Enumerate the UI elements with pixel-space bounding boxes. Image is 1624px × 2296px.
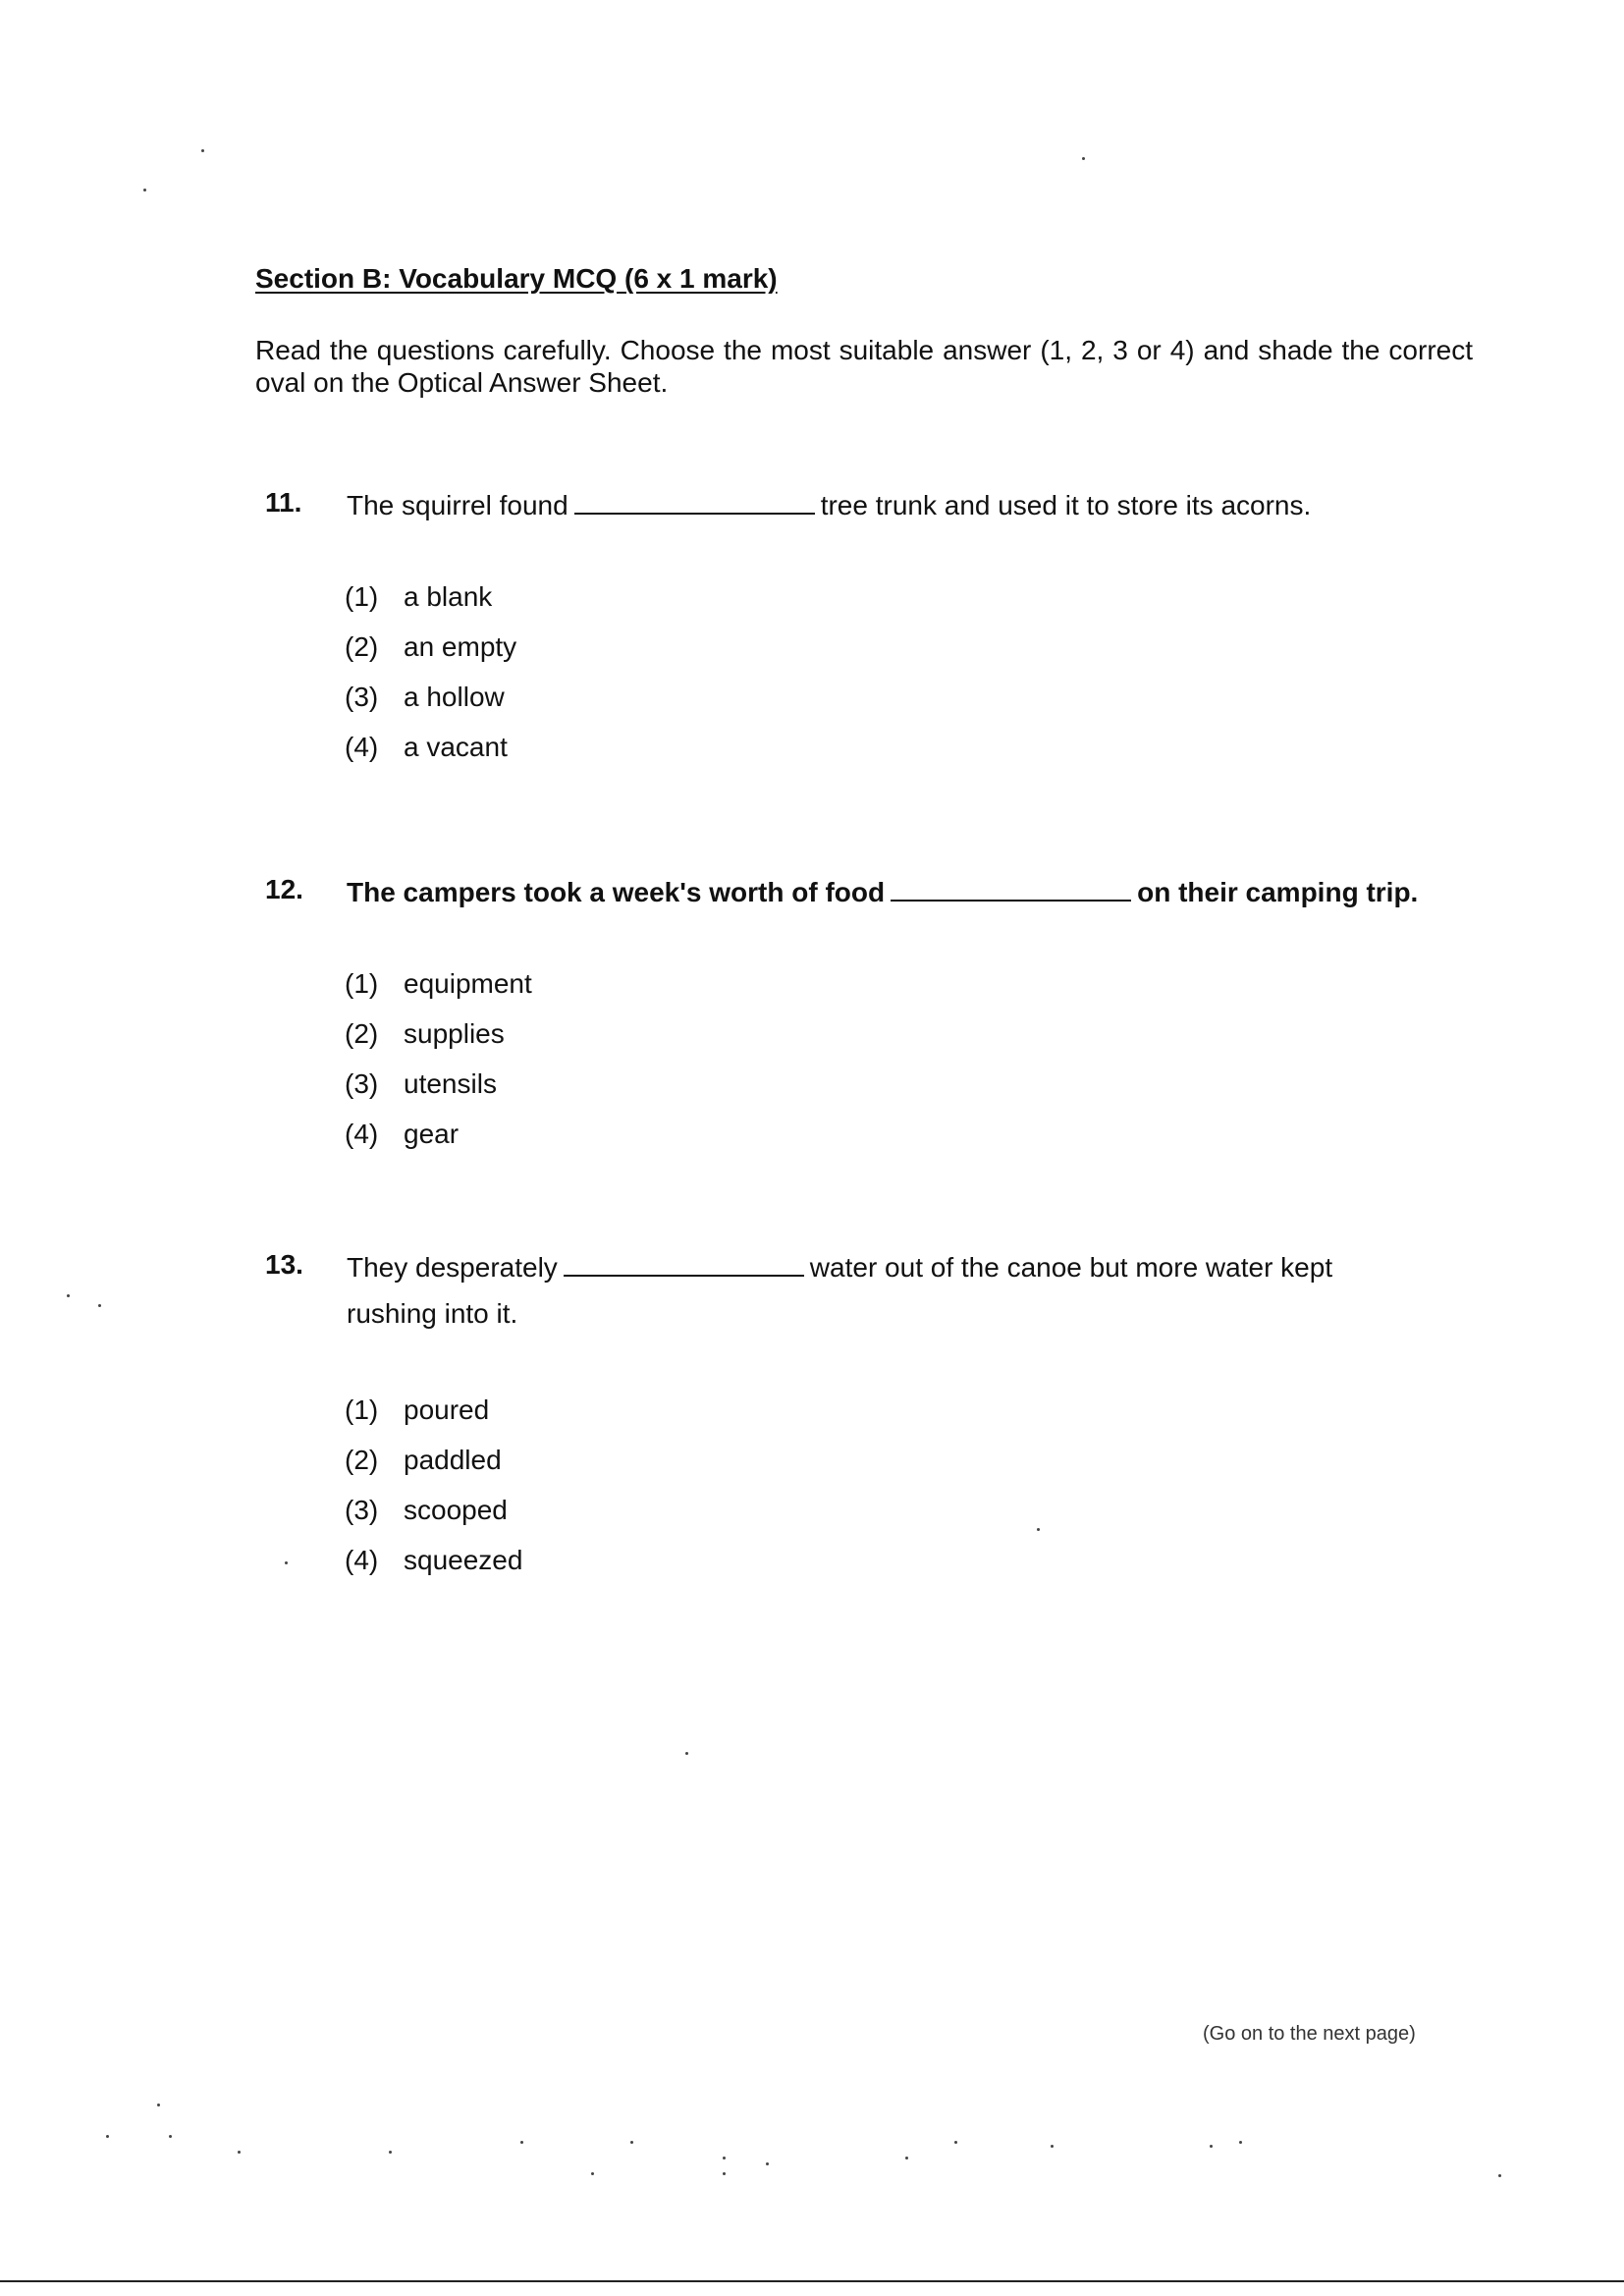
scan-speck — [238, 2151, 241, 2154]
scan-speck — [106, 2135, 109, 2138]
option-4 — [345, 1545, 522, 1595]
scan-speck — [520, 2141, 523, 2144]
question-text — [347, 481, 1311, 530]
option-3 — [345, 1068, 532, 1119]
option-number: (3) — [345, 1495, 379, 1525]
scan-speck — [201, 149, 204, 152]
scan-speck — [157, 2104, 160, 2106]
scan-speck — [723, 2172, 726, 2175]
option-number: (1) — [345, 581, 379, 612]
option-number: (1) — [345, 1394, 379, 1425]
question-stem — [260, 874, 1419, 913]
option-text: equipment — [404, 968, 532, 999]
question-text-before: The squirrel found — [347, 490, 568, 520]
question-text-after: on their camping trip. — [1137, 877, 1419, 907]
option-2 — [345, 1018, 532, 1068]
scan-speck — [1239, 2141, 1242, 2144]
scan-speck — [143, 189, 146, 191]
scan-speck — [98, 1304, 101, 1307]
scan-speck — [389, 2151, 392, 2154]
question-text-before: They desperately — [347, 1252, 558, 1283]
answer-blank — [891, 878, 1131, 902]
option-2 — [345, 631, 516, 682]
scan-speck — [630, 2141, 633, 2144]
question-11 — [260, 487, 1419, 762]
option-4 — [345, 1119, 532, 1169]
option-number: (2) — [345, 1445, 379, 1475]
scan-speck — [1082, 157, 1085, 160]
question-number: 13. — [265, 1249, 303, 1280]
option-number: (3) — [345, 682, 379, 712]
scan-speck — [591, 2172, 594, 2175]
option-1 — [345, 581, 516, 631]
scan-speck — [1498, 2174, 1501, 2177]
option-text: paddled — [404, 1445, 502, 1475]
option-1 — [345, 1394, 522, 1445]
option-text: gear — [404, 1119, 460, 1149]
section-title: Section B: Vocabulary MCQ (6 x 1 mark) — [255, 263, 778, 294]
scan-speck — [723, 2157, 726, 2159]
answer-blank — [574, 491, 815, 515]
scan-speck — [766, 2162, 769, 2165]
question-text — [347, 1243, 1332, 1292]
option-text: an empty — [404, 631, 517, 662]
option-4 — [345, 732, 516, 782]
option-text: squeezed — [404, 1545, 523, 1575]
scan-speck — [954, 2141, 957, 2144]
scan-speck — [905, 2157, 908, 2159]
option-number: (2) — [345, 1018, 379, 1049]
scan-speck — [1051, 2145, 1054, 2148]
instructions-text: Read the questions carefully. Choose the most suitable answer (1, 2, 3 or 4) and shade the correct oval on the Optical Answer Sheet. — [255, 335, 1473, 398]
question-text-after: water out of the canoe but more water kept — [809, 1252, 1333, 1283]
option-text: a vacant — [404, 732, 508, 762]
option-number: (1) — [345, 968, 379, 999]
scan-speck — [67, 1294, 70, 1297]
footer-note: (Go on to the next page) — [1203, 2023, 1416, 2045]
option-3 — [345, 682, 516, 732]
scan-speck — [1037, 1528, 1040, 1531]
question-13 — [260, 1249, 1419, 1575]
scan-speck — [685, 1752, 688, 1755]
options-list — [345, 968, 532, 1169]
option-number: (4) — [345, 1545, 379, 1575]
option-number: (4) — [345, 732, 379, 762]
bottom-edge-line — [0, 2280, 1624, 2282]
option-3 — [345, 1495, 522, 1545]
scan-speck — [1210, 2145, 1213, 2148]
option-text: utensils — [404, 1068, 497, 1099]
question-text-continuation: rushing into it. — [347, 1298, 518, 1329]
option-number: (2) — [345, 631, 379, 662]
question-stem — [260, 1249, 1419, 1329]
question-stem — [260, 487, 1419, 526]
option-1 — [345, 968, 532, 1018]
question-12 — [260, 874, 1419, 1149]
option-text: supplies — [404, 1018, 505, 1049]
option-text: a blank — [404, 581, 493, 612]
option-number: (4) — [345, 1119, 379, 1149]
question-text-after: tree trunk and used it to store its acorns. — [820, 490, 1312, 520]
option-text: a hollow — [404, 682, 505, 712]
options-list — [345, 581, 516, 782]
question-text — [347, 868, 1418, 917]
scan-speck — [285, 1561, 288, 1564]
scan-speck — [169, 2135, 172, 2138]
option-text: scooped — [404, 1495, 508, 1525]
question-text-before: The campers took a week's worth of food — [347, 877, 886, 907]
answer-blank — [564, 1253, 804, 1277]
option-number: (3) — [345, 1068, 379, 1099]
question-number: 11. — [265, 487, 302, 518]
option-2 — [345, 1445, 522, 1495]
options-list — [345, 1394, 522, 1595]
option-text: poured — [404, 1394, 490, 1425]
question-number: 12. — [265, 874, 303, 904]
